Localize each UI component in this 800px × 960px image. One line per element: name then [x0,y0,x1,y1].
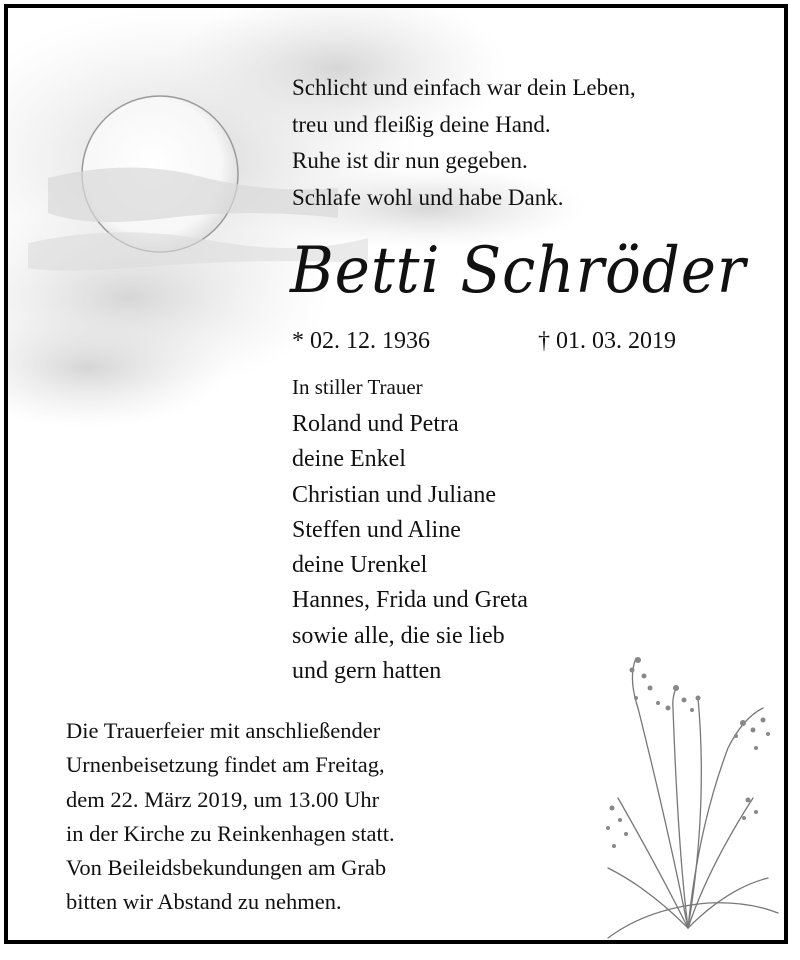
mourner-line: deine Enkel [292,446,406,473]
service-line: dem 22. März 2019, um 13.00 Uhr [66,786,380,812]
mourning-label: In stiller Trauer [292,375,423,399]
service-line: bitten wir Abstand zu nehmen. [66,889,342,915]
mourner-line: Steffen und Aline [292,516,461,543]
mourner-line: Roland und Petra [292,411,459,437]
service-line: Urnenbeisetzung findet am Freitag, [66,752,385,778]
mourner-line: Christian und Juliane [292,481,496,508]
mourner-line: Hannes, Frida und Greta [292,587,528,614]
service-info [66,714,395,920]
birth-date: * 02. 12. 1936 [292,328,430,354]
obituary-notice [4,4,788,944]
poem-line: Schlicht und einfach war dein Leben, [292,75,636,100]
mourner-line: und gern hatten [292,658,442,685]
poem-line: Ruhe ist dir nun gegeben. [292,148,528,173]
death-date: † 01. 03. 2019 [538,328,676,354]
poem-line: treu und fleißig deine Hand. [292,111,551,137]
mourner-line: sowie alle, die sie lieb [292,622,505,649]
service-line: Die Trauerfeier mit anschließender [66,718,381,743]
service-line: in der Kirche zu Reinkenhagen statt. [66,820,395,846]
mourners-list [292,407,528,689]
service-line: Von Beileidsbekundungen am Grab [66,855,387,881]
poem-line: Schlafe wohl und habe Dank. [292,184,564,210]
deceased-name: Betti Schröder [290,234,747,308]
poem-verse [292,70,636,216]
mourner-line: deine Urenkel [292,552,428,579]
